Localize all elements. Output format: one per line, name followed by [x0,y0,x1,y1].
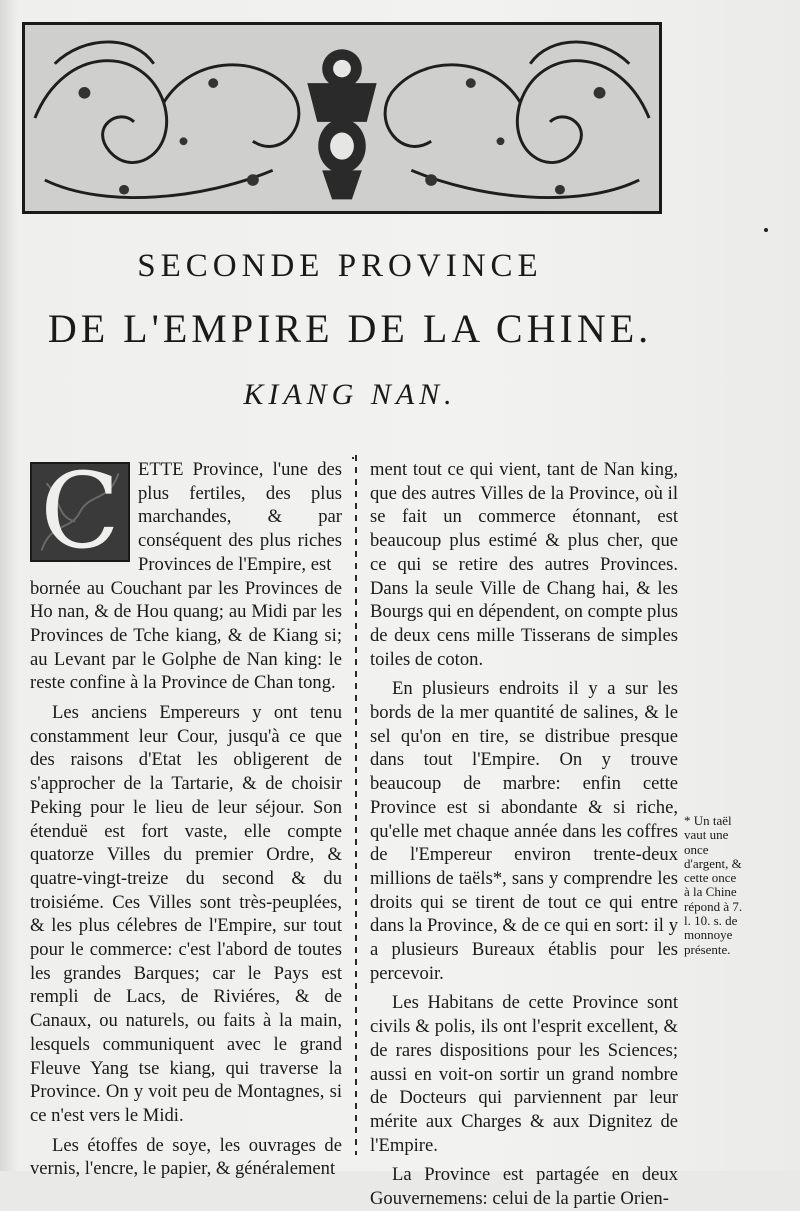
paragraph: Les anciens Empereurs y ont tenu constamment leur Cour, jusqu'à ce que des raisons d'Etat les obligerent de s'approcher de la Tartarie, & de choisir Peking pour le lieu de leur séjour. Son étenduë est fort vaste, elle compte quatorze Villes du premier Ordre, & quatre-vingt-treize du second & du troisiéme. Ces Villes sont très-peuplées, & les plus célebres de l'Empire, sur tout pour le commerce: c'est l'abord de toutes les grandes Barques; car le Pays est rempli de Lacs, de Riviéres, & de Canaux, ou naturels, ou faits à la main, lesquels communiquent avec le grand Fleuve Yang tse kiang, qui traverse la Province. On y voit peu de Montagnes, si ce n'est vers le Midi. [30,702,342,1126]
dropcap-letter: C [40,462,120,562]
text-column-left [30,458,342,1181]
ink-speck [764,228,768,232]
scroll-ornament-icon [25,25,659,211]
paragraph: En plusieurs endroits il y a sur les bords de la mer quantité de salines, & le sel qu'on en tire, se distribue presque dans tout l'Empire. On y trouve beaucoup de marbre: enfin cette Province est si abondante & si riche, qu'elle met chaque année dans les coffres de l'Empereur environ trente-deux millions de taëls*, sans y comprendre les droits qui se tirent de tout ce qui entre dans la Province, & de ce qui en sort: il y a plusieurs Bureaux établis pour les percevoir. [370,678,678,984]
paragraph: La Province est partagée en deux Gouvernemens: celui de la partie Orien- [370,1164,678,1210]
heading-line-1: SECONDE PROVINCE [137,248,543,284]
ornamental-headpiece [22,22,662,214]
paragraph: bornée au Couchant par les Provinces de Ho nan, & de Hou quang; au Midi par les Provinces de Tche kiang, & de Kiang si; au Levant par le Golphe de Nan king: le reste confine à la Province de Chan tong. [30,577,342,694]
paragraph: Les étoffes de soye, les ouvrages de vernis, l'encre, le papier, & généralement [30,1134,342,1180]
text-column-right [370,458,678,1211]
heading-line-3: KIANG NAN. [243,378,457,411]
paragraph: ETTE Province, l'une des plus fertiles, des plus marchandes, & par conséquent des plus riches Provinces de l'Empire, est [138,459,342,575]
ornamental-dropcap [30,462,130,562]
paragraph: ment tout ce qui vient, tant de Nan king, que des autres Villes de la Province, où il se fait un commerce étonnant, est beaucoup plus estimé & plus cher, que ce qui se retire des autres Provinces. Dans la seule Ville de Chang hai, & les Bourgs qui en dépendent, on compte plus de deux cens mille Tisserans de simples toiles de coton. [370,459,678,670]
paragraph: Les Habitans de cette Province sont civils & polis, ils ont l'esprit excellent, & de rares dispositions pour les Sciences; aussi en voit-on sortir un grand nombre de Docteurs qui parviennent par leur mérite aux Charges & aux Dignitez de l'Empire. [370,992,678,1156]
column-divider [349,455,363,1155]
heading-line-2: DE L'EMPIRE DE LA CHINE. [47,306,653,351]
margin-footnote: * Un taël vaut une once d'argent, & cette once à la Chine répond à 7. l. 10. s. de monnoye présente. [684,813,743,957]
